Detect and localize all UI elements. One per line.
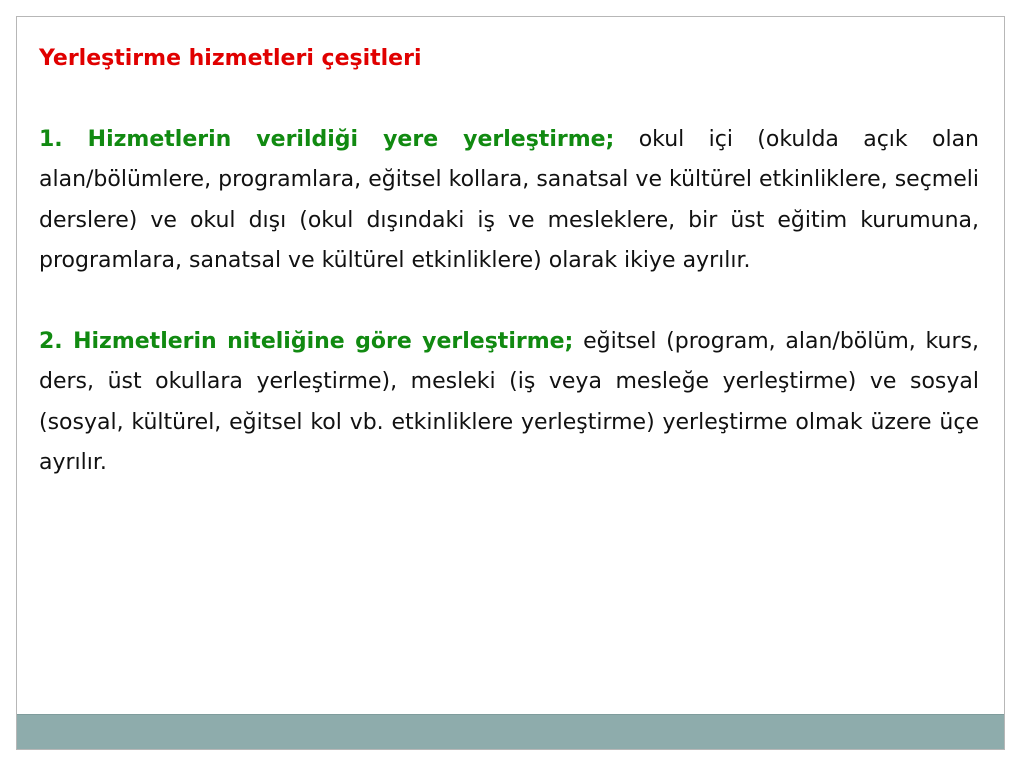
paragraph-1	[39, 120, 979, 282]
slide-title: Yerleştirme hizmetleri çeşitleri	[39, 46, 422, 71]
slide	[16, 16, 1005, 750]
paragraph-1-lead: 1. Hizmetlerin verildiği yere yerleştirme;	[39, 126, 615, 152]
paragraph-2-text: eğitsel (program, alan/bölüm, kurs, ders, üst okullara yerleştirme), mesleki (iş veya mesleğe yerleştirme) ve sosyal (sosyal, kültürel, eğitsel kol vb. etkinliklere yerleştirme) yerleştirme olmak üzere üçe ayrılır.	[39, 328, 979, 475]
spacer	[39, 80, 979, 120]
footer-bar	[17, 714, 1004, 749]
paragraph-2-lead: 2. Hizmetlerin niteliğine göre yerleştirme;	[39, 328, 574, 354]
paragraph-1-text: okul içi (okulda açık olan alan/bölümlere, programlara, eğitsel kollara, sanatsal ve kültürel etkinliklere, seçmeli derslere) ve okul dışı (okul dışındaki iş ve mesleklere, bir üst eğitim kurumuna, programlara, sanatsal ve kültürel etkinliklere) olarak ikiye ayrılır.	[39, 126, 979, 273]
paragraph-2	[39, 322, 979, 484]
spacer	[39, 282, 979, 322]
slide-content	[39, 39, 979, 484]
